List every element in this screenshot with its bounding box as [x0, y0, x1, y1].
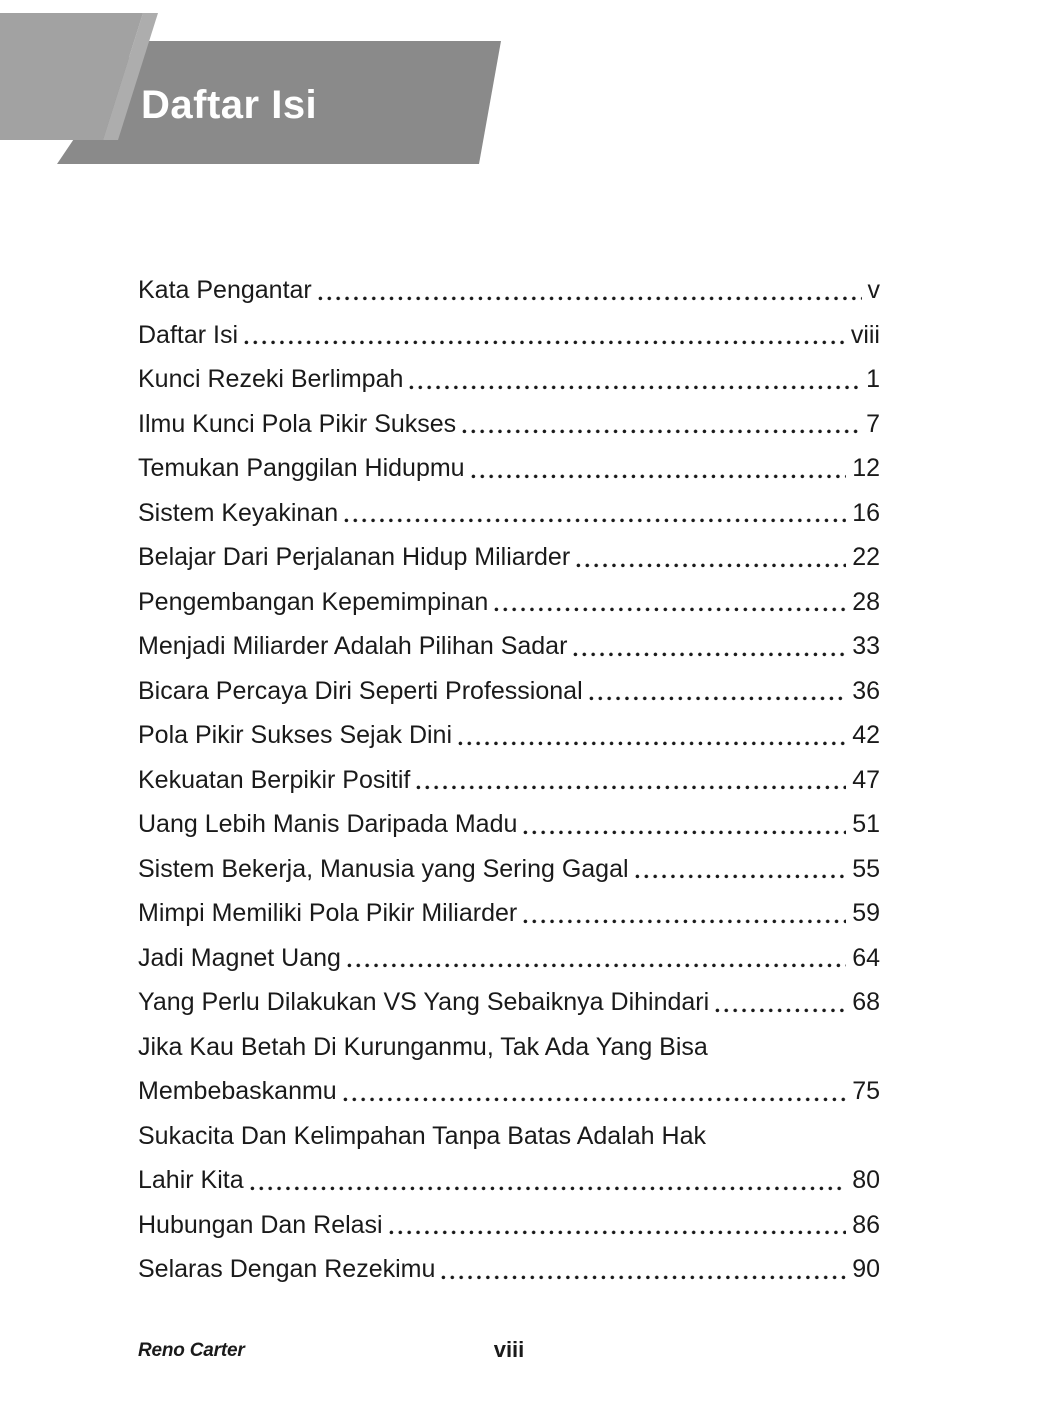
toc-row	[138, 580, 880, 625]
toc-dot-leader	[629, 847, 850, 892]
toc-dot-leader	[435, 1247, 849, 1292]
toc-entry-title: Pola Pikir Sukses Sejak Dini	[138, 721, 453, 749]
toc-row	[138, 1247, 880, 1292]
toc-row	[138, 936, 880, 981]
toc-entry-page: 86	[852, 1210, 880, 1239]
toc-dot-leader	[517, 891, 849, 936]
toc-entry-title: Sistem Bekerja, Manusia yang Sering Gagal	[138, 854, 629, 883]
toc-entry-page: 1	[866, 365, 880, 393]
toc-entry-page: 42	[852, 721, 880, 749]
toc-entry-title: Selaras Dengan Rezekimu	[138, 1255, 436, 1283]
page-title: Daftar Isi	[141, 83, 318, 127]
toc-entry-page: 12	[852, 454, 880, 482]
toc-entry-title: Temukan Panggilan Hidupmu	[138, 454, 465, 482]
toc-entry-page: 55	[852, 854, 880, 883]
toc-entry-title: Kata Pengantar	[138, 276, 312, 304]
toc-dot-leader	[452, 713, 849, 758]
toc-dot-leader	[410, 758, 849, 803]
footer-page-number: viii	[493, 1337, 525, 1362]
toc-dot-leader	[567, 624, 849, 669]
toc-dot-leader	[341, 936, 849, 981]
toc-row	[138, 802, 880, 847]
toc-dot-leader	[337, 1069, 849, 1114]
toc-row	[138, 268, 880, 313]
toc-entry-page: 16	[852, 498, 880, 527]
toc-entry-page: viii	[850, 320, 880, 349]
toc-dot-leader	[403, 357, 863, 402]
toc-entry-page: 22	[852, 543, 880, 571]
toc-dot-leader	[517, 802, 849, 847]
toc-entry-page: 90	[852, 1255, 880, 1283]
toc-dot-leader	[238, 313, 848, 358]
toc-dot-leader	[709, 980, 849, 1025]
toc-row	[138, 624, 880, 669]
toc-entry-title: Sukacita Dan Kelimpahan Tanpa Batas Adalah Hak	[138, 1121, 706, 1150]
toc-dot-leader	[488, 580, 849, 625]
toc-row	[138, 713, 880, 758]
toc-entry-title: Yang Perlu Dilakukan VS Yang Sebaiknya Dihindari	[138, 988, 710, 1016]
toc-entry-page: 7	[866, 409, 880, 438]
toc-entry-page: 64	[852, 943, 880, 972]
toc-row	[138, 446, 880, 491]
toc-entry-page: 59	[852, 899, 880, 927]
toc-row	[138, 313, 880, 358]
toc-entry-title: Mimpi Memiliki Pola Pikir Miliarder	[138, 899, 518, 927]
toc-list	[138, 268, 880, 1292]
toc-entry-page: 36	[852, 676, 880, 705]
chapter-header	[0, 0, 540, 190]
toc-entry-title: Menjadi Miliarder Adalah Pilihan Sadar	[138, 632, 568, 660]
toc-row	[138, 535, 880, 580]
toc-entry-title: Uang Lebih Manis Daripada Madu	[138, 810, 518, 838]
toc-entry-page: 51	[852, 810, 880, 838]
toc-entry-page: 33	[852, 632, 880, 660]
toc-row	[138, 491, 880, 536]
toc-dot-leader	[456, 402, 863, 447]
toc-dot-leader	[244, 1158, 850, 1203]
toc-entry-title: Ilmu Kunci Pola Pikir Sukses	[138, 409, 457, 438]
toc-entry-title: Kunci Rezeki Berlimpah	[138, 365, 404, 393]
toc-entry-title: Belajar Dari Perjalanan Hidup Miliarder	[138, 543, 571, 571]
toc-entry-page: 28	[852, 587, 880, 616]
toc-entry-title: Kekuatan Berpikir Positif	[138, 765, 411, 794]
toc-entry-title: Sistem Keyakinan	[138, 498, 339, 527]
toc-entry-page: 80	[852, 1166, 880, 1194]
toc-row	[138, 357, 880, 402]
footer-author: Reno Carter	[138, 1340, 245, 1361]
toc-dot-leader	[312, 268, 865, 313]
toc-entry-page: v	[867, 276, 880, 304]
toc-entry-title: Membebaskanmu	[138, 1077, 337, 1105]
toc-dot-leader	[465, 446, 850, 491]
toc-dot-leader	[338, 491, 849, 536]
toc-entry-page: 75	[852, 1077, 880, 1105]
toc-row	[138, 847, 880, 892]
toc-row	[138, 758, 880, 803]
toc-row	[138, 669, 880, 714]
toc-entry-title: Lahir Kita	[138, 1166, 244, 1194]
toc-row	[138, 1203, 880, 1248]
toc-row	[138, 1114, 880, 1159]
toc-entry-title: Pengembangan Kepemimpinan	[138, 587, 489, 616]
toc-row	[138, 402, 880, 447]
toc-entry-page: 68	[852, 988, 880, 1016]
toc-row	[138, 1158, 880, 1203]
toc-row	[138, 980, 880, 1025]
toc-entry-title: Bicara Percaya Diri Seperti Professional	[138, 676, 583, 705]
toc-dot-leader	[383, 1203, 850, 1248]
toc-entry-page: 47	[852, 765, 880, 794]
toc-row	[138, 891, 880, 936]
toc-entry-title: Hubungan Dan Relasi	[138, 1210, 383, 1239]
toc-entry-title: Jadi Magnet Uang	[138, 943, 341, 972]
toc-row	[138, 1069, 880, 1114]
toc-dot-leader	[583, 669, 850, 714]
toc-entry-title: Jika Kau Betah Di Kurunganmu, Tak Ada Yang Bisa	[138, 1032, 708, 1061]
toc-entry-title: Daftar Isi	[138, 320, 239, 349]
toc-row	[138, 1025, 880, 1070]
toc-dot-leader	[570, 535, 849, 580]
